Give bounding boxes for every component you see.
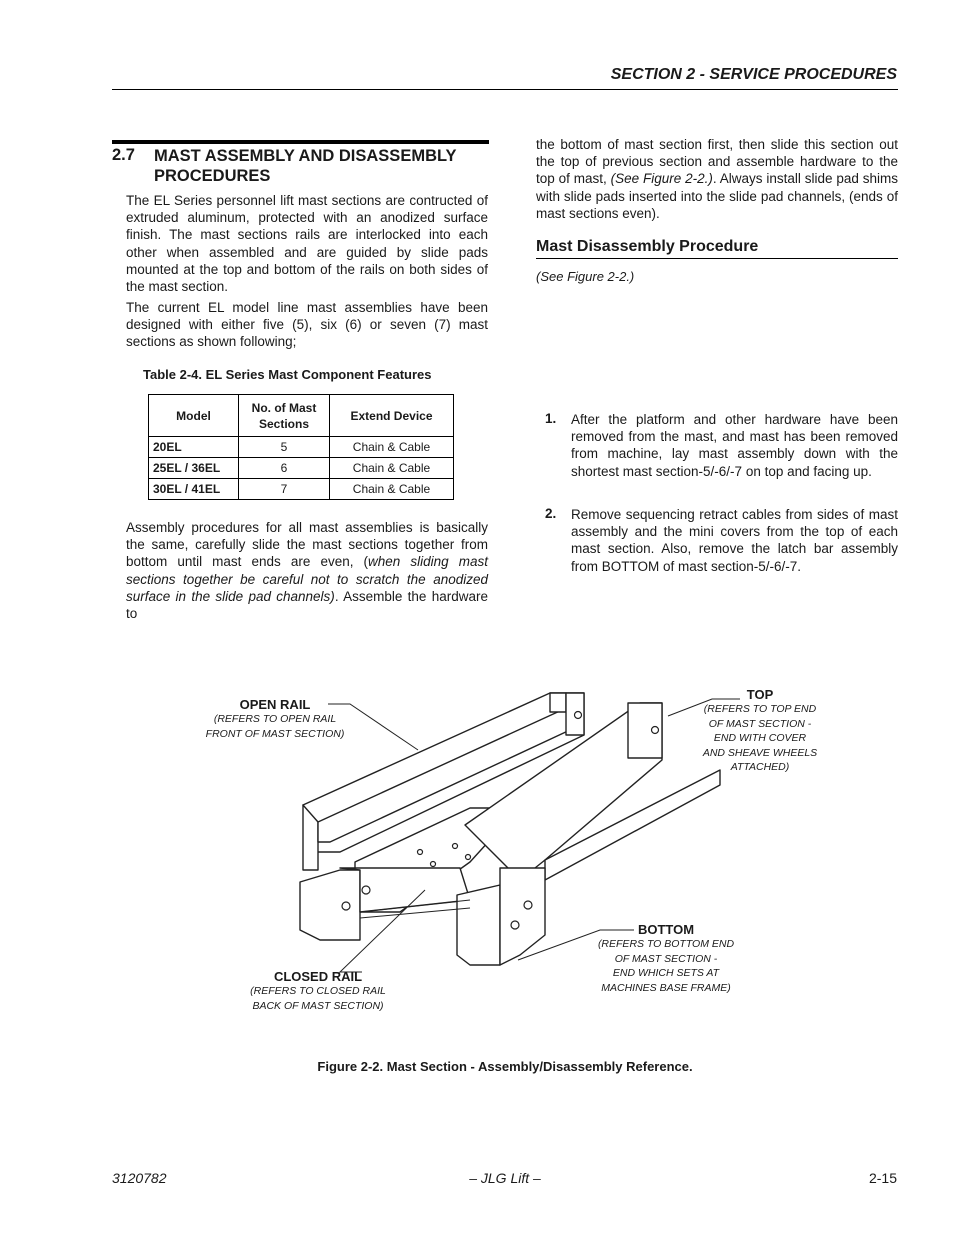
closed-rail-desc-2: BACK OF MAST SECTION) bbox=[252, 999, 384, 1012]
bolt-hole bbox=[652, 727, 659, 734]
disassembly-heading: Mast Disassembly Procedure bbox=[536, 238, 759, 255]
assembly-text-b: . Assemble the hardware to bbox=[126, 588, 488, 622]
header-model: Model bbox=[149, 395, 239, 437]
footer-center: – JLG Lift – bbox=[469, 1170, 541, 1186]
step-1-text: After the platform and other hardware have been removed from the mast, and mast has been removed from machine, lay mast assembly down with the shortest mast section-5/-6/-7 on top and facing up. bbox=[571, 412, 898, 479]
footer-page-number: 2-15 bbox=[868, 1170, 897, 1186]
intro-paragraph-1: The EL Series personnel lift mast sections are contructed of extruded aluminum, protected with an anodized surface finish. The mast sections rails are interlocked into each other when assembled and are guided by slide pads mounted at the top and bottom of the rails on both sides of the mast section. bbox=[126, 193, 488, 295]
cell-model: 25EL / 36EL bbox=[149, 458, 239, 479]
open-rail-callout bbox=[200, 697, 350, 741]
left-end-face bbox=[340, 868, 470, 912]
footer-doc-number: 3120782 bbox=[112, 1170, 167, 1186]
bolt-hole bbox=[511, 921, 519, 929]
bolt-hole bbox=[362, 886, 370, 894]
intro-paragraph-2: The current EL model line mast assemblies have been designed with either five (5), six (6) or seven (7) mast sections as shown following; bbox=[126, 300, 488, 350]
col2-text-b: . Always install slide pad shims with slide pads inserted into the slide pad channels, (ends of mast sections even). bbox=[536, 171, 898, 221]
cell-model: 20EL bbox=[149, 437, 239, 458]
assembly-text-italic: when sliding mast sections together be careful not to scratch the anodized surface in the slide pad channels) bbox=[126, 554, 488, 604]
bolt-hole bbox=[342, 902, 350, 910]
right-end-pad bbox=[457, 885, 500, 965]
bottom-callout bbox=[596, 922, 736, 995]
col2-text-italic: (See Figure 2-2.) bbox=[610, 171, 713, 187]
bottom-desc-2: OF MAST SECTION - bbox=[614, 952, 718, 965]
header-sections-line2: Sections bbox=[258, 416, 309, 431]
left-end-pad bbox=[300, 870, 360, 940]
bottom-desc-1: (REFERS TO BOTTOM END bbox=[597, 938, 735, 950]
top-callout bbox=[692, 687, 828, 775]
cell-sections: 6 bbox=[239, 458, 330, 479]
open-rail-desc-2: FRONT OF MAST SECTION) bbox=[205, 727, 345, 740]
top-desc-5: ATTACHED) bbox=[730, 761, 790, 773]
bolt-hole bbox=[453, 844, 458, 849]
running-header: SECTION 2 - SERVICE PROCEDURES bbox=[610, 66, 897, 83]
cell-sections: 5 bbox=[239, 437, 330, 458]
top-desc-3: END WITH COVER bbox=[713, 732, 807, 744]
cell-sections: 7 bbox=[239, 479, 330, 500]
section-number: 2.7 bbox=[112, 146, 135, 164]
closed-rail-callout bbox=[248, 969, 388, 1013]
cell-device: Chain & Cable bbox=[330, 437, 454, 458]
cell-device: Chain & Cable bbox=[330, 479, 454, 500]
see-figure-note: (See Figure 2-2.) bbox=[536, 269, 635, 284]
top-desc-4: AND SHEAVE WHEELS bbox=[702, 746, 818, 759]
open-rail-end-block bbox=[550, 693, 566, 712]
closed-rail-desc-1: (REFERS TO CLOSED RAIL bbox=[250, 985, 386, 997]
cell-model: 30EL / 41EL bbox=[149, 479, 239, 500]
bolt-hole bbox=[418, 850, 423, 855]
col2-text-a: the bottom of mast section first, then slide this section out the top of previous section and assemble hardware to the top of mast, bbox=[536, 137, 898, 187]
open-rail-label: OPEN RAIL bbox=[239, 697, 311, 712]
top-desc-1: (REFERS TO TOP END bbox=[703, 703, 817, 715]
figure-caption: Figure 2-2. Mast Section - Assembly/Disassembly Reference. bbox=[317, 1059, 693, 1074]
bolt-hole bbox=[524, 901, 532, 909]
top-desc-2: OF MAST SECTION - bbox=[708, 717, 812, 730]
section-title: MAST ASSEMBLY AND DISASSEMBLY PROCEDURES bbox=[154, 147, 457, 185]
bottom-desc-3: END WHICH SETS AT bbox=[612, 967, 720, 979]
table-caption: Table 2-4. EL Series Mast Component Features bbox=[143, 367, 432, 382]
closed-rail-label: CLOSED RAIL bbox=[273, 969, 363, 984]
bolt-hole bbox=[431, 862, 436, 867]
bolt-hole bbox=[575, 712, 582, 719]
right-end-face bbox=[500, 868, 545, 965]
open-rail-desc-1: (REFERS TO OPEN RAIL bbox=[213, 713, 337, 725]
header-extend-device: Extend Device bbox=[330, 395, 454, 437]
top-label: TOP bbox=[746, 687, 774, 702]
header-sections-line1: No. of Mast bbox=[251, 400, 317, 415]
cell-device: Chain & Cable bbox=[330, 458, 454, 479]
assembly-text-a: Assembly procedures for all mast assemblies is basically the same, carefully slide the mast sections together from bottom until mast ends are even, ( bbox=[126, 520, 488, 570]
bottom-label: BOTTOM bbox=[637, 922, 695, 937]
step-2-text: Remove sequencing retract cables from sides of mast assembly and the mini covers from the top of each mast section. Also, remove the latch bar assembly from BOTTOM of mast section-5/-6/-7. bbox=[571, 507, 898, 574]
step-1-number: 1. bbox=[545, 411, 557, 426]
step-2-number: 2. bbox=[545, 506, 557, 521]
bottom-desc-4: MACHINES BASE FRAME) bbox=[601, 981, 731, 994]
bolt-hole bbox=[466, 855, 471, 860]
